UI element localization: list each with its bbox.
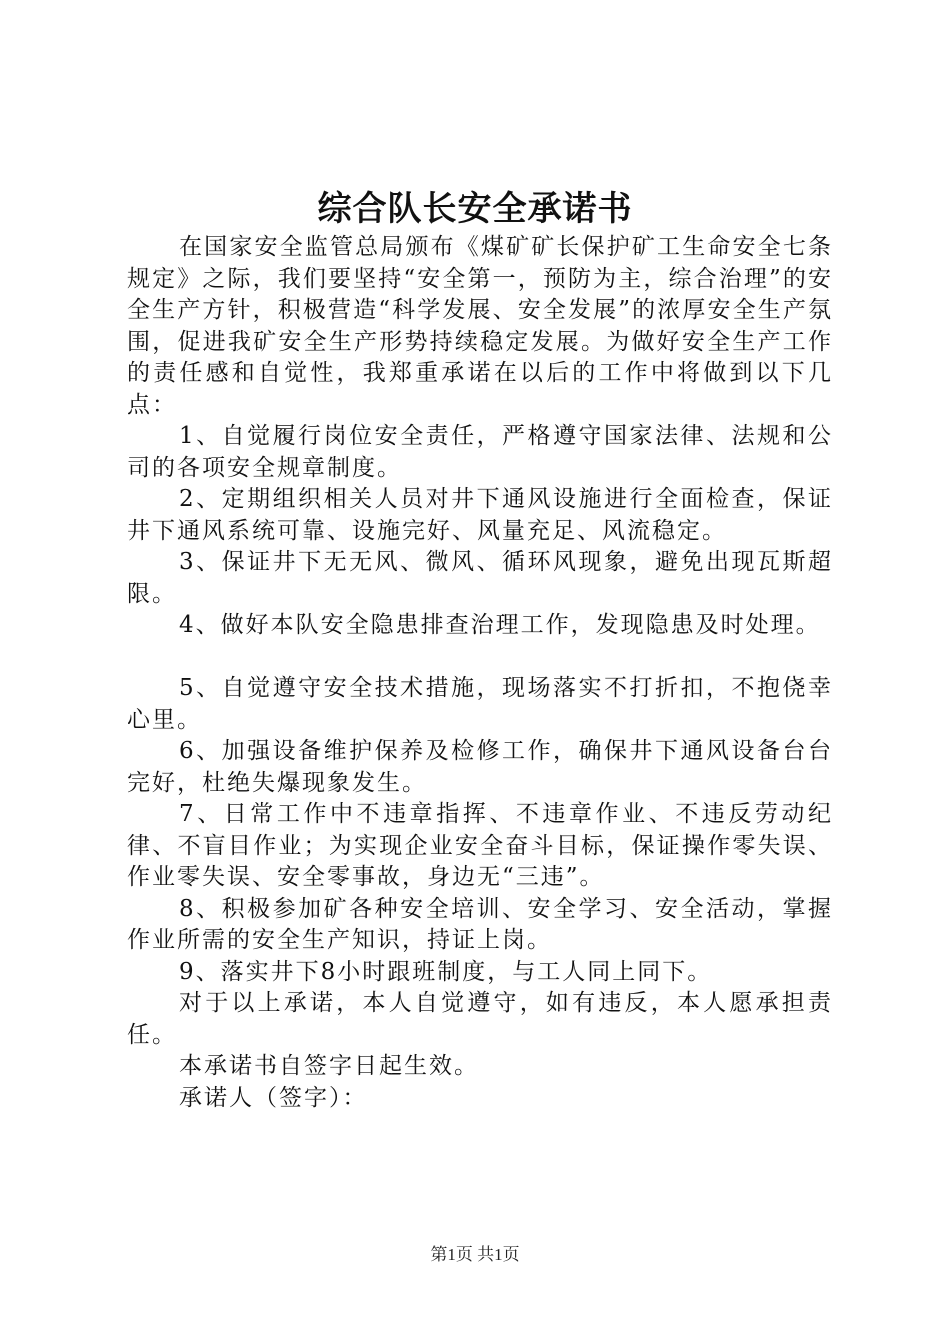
commitment-item-6: 6、加强设备维护保养及检修工作，确保井下通风设备台台完好，杜绝失爆现象发生。 (127, 738, 833, 796)
commitment-item-4: 4、做好本队安全隐患排查治理工作，发现隐患及时处理。 (179, 612, 821, 638)
blank-line (127, 642, 833, 674)
effective-statement: 本承诺书自签字日起生效。 (179, 1053, 479, 1079)
intro-paragraph: 在国家安全监管总局颁布《煤矿矿长保护矿工生命安全七条规定》之际，我们要坚持“安全第一，预防为主，综合治理”的安全生产方针，积极营造“科学发展、安全发展”的浓厚安全生产氛围，促进我矿安全生产形势持续稳定发展。为做好安全生产工作的责任感和自觉性，我郑重承诺在以后的工作中将做到以下几点： (127, 234, 833, 418)
commitment-item-7: 7、日常工作中不违章指挥、不违章作业、不违反劳动纪律、不盲目作业；为实现企业安全奋斗目标，保证操作零失误、作业零失误、安全零事故，身边无“三违”。 (127, 801, 833, 890)
page-title: 综合队长安全承诺书 (317, 189, 633, 229)
commitment-item-9: 9、落实井下8小时跟班制度，与工人同上同下。 (179, 958, 713, 985)
page-footer: 第1页 共1页 (430, 1245, 520, 1264)
signature-label: 承诺人（签字）： (179, 1084, 368, 1111)
closing-paragraph: 对于以上承诺，本人自觉遵守，如有违反，本人愿承担责任。 (127, 990, 833, 1048)
commitment-item-2: 2、定期组织相关人员对井下通风设施进行全面检查，保证井下通风系统可靠、设施完好、风量充足、风流稳定。 (127, 486, 833, 544)
commitment-item-3: 3、保证井下无无风、微风、循环风现象，避免出现瓦斯超限。 (127, 549, 833, 607)
document-body (127, 232, 833, 1114)
commitment-item-5: 5、自觉遵守安全技术措施，现场落实不打折扣，不抱侥幸心里。 (127, 675, 833, 733)
commitment-item-8: 8、积极参加矿各种安全培训、安全学习、安全活动，掌握作业所需的安全生产知识，持证上岗。 (127, 895, 833, 953)
commitment-item-1: 1、自觉履行岗位安全责任，严格遵守国家法律、法规和公司的各项安全规章制度。 (127, 423, 833, 481)
